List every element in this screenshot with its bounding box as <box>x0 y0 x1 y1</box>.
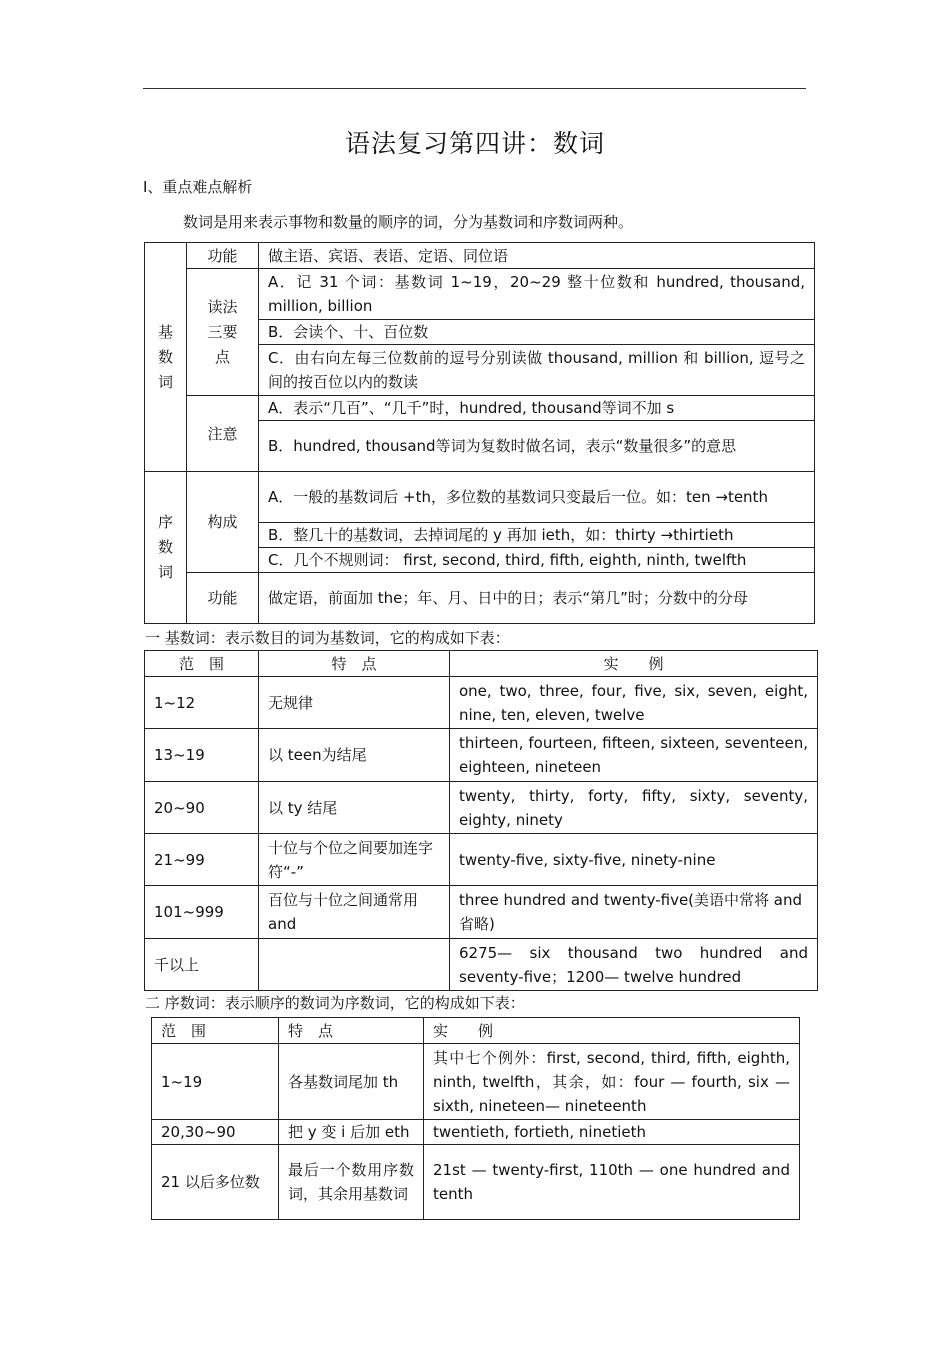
feature-cell: 把 y 变 i 后加 eth <box>279 1120 424 1145</box>
cardinal-header-range: 范 围 <box>145 651 259 677</box>
feature-cell: 百位与十位之间通常用 and <box>259 886 450 939</box>
feature-cell: 最后一个数用序数词，其余用基数词 <box>279 1145 424 1220</box>
overview-table <box>144 242 815 624</box>
ordinal-label: 序数词 <box>145 472 187 624</box>
example-cell: 其中七个例外：first, second, third, fifth, eighth, ninth, twelfth，其余，如：four — fourth, six — sixth, nineteen— nineteenth <box>424 1044 800 1120</box>
table-row <box>145 677 818 729</box>
example-cell: thirteen, fourteen, fifteen, sixteen, seventeen, eighteen, nineteen <box>450 729 818 782</box>
page-title: 语法复习第四讲：数词 <box>344 129 605 158</box>
cardinal-table <box>144 650 818 991</box>
form-label: 构成 <box>187 472 259 573</box>
table-row <box>152 1120 800 1145</box>
section-heading: I、重点难点解析 <box>143 178 253 196</box>
ord-function-label: 功能 <box>187 573 259 624</box>
example-cell: 6275— six thousand two hundred and seventy-five；1200— twelve hundred <box>450 939 818 991</box>
note-b: B．hundred, thousand等词为复数时做名词，表示“数量很多”的意思 <box>259 421 815 472</box>
ord-function-text: 做定语，前面加 the；年、月、日中的日；表示“第几”时；分数中的分母 <box>259 573 815 624</box>
form-b: B．整几十的基数词，去掉词尾的 y 再加 ieth，如：thirty →thirtieth <box>259 523 815 548</box>
table-row <box>152 1044 800 1120</box>
form-a: A．一般的基数词后 +th，多位数的基数词只变最后一位。如：ten →tenth <box>259 472 815 523</box>
reading-b: B．会读个、十、百位数 <box>259 320 815 345</box>
ordinal-header-example: 实 例 <box>424 1018 800 1044</box>
feature-cell: 以 teen为结尾 <box>259 729 450 782</box>
range-cell: 20~90 <box>145 782 259 834</box>
table-row <box>145 939 818 991</box>
function-label: 功能 <box>187 243 259 269</box>
ordinal-header-range: 范 围 <box>152 1018 279 1044</box>
feature-cell: 各基数词尾加 th <box>279 1044 424 1120</box>
range-cell: 1~19 <box>152 1044 279 1120</box>
feature-cell: 无规律 <box>259 677 450 729</box>
ordinal-caption: 二 序数词：表示顺序的数词为序数词，它的构成如下表： <box>145 994 525 1012</box>
feature-cell: 十位与个位之间要加连字符“-” <box>259 834 450 886</box>
note-label: 注意 <box>187 396 259 472</box>
range-cell: 21 以后多位数 <box>152 1145 279 1220</box>
table-row <box>145 782 818 834</box>
cardinal-caption: 一 基数词：表示数目的词为基数词，它的构成如下表： <box>145 629 510 647</box>
range-cell: 千以上 <box>145 939 259 991</box>
example-cell: one, two, three, four, five, six, seven, eight, nine, ten, eleven, twelve <box>450 677 818 729</box>
reading-label: 读法三要点 <box>187 269 259 396</box>
reading-a: A．记 31 个词：基数词 1~19，20~29 整十位数和 hundred, thousand, million, billion <box>259 269 815 320</box>
range-cell: 21~99 <box>145 834 259 886</box>
table-row <box>145 729 818 782</box>
feature-cell <box>259 939 450 991</box>
table-row <box>152 1145 800 1220</box>
header-rule <box>143 88 806 89</box>
function-text: 做主语、宾语、表语、定语、同位语 <box>259 243 815 269</box>
example-cell: three hundred and twenty-five(美语中常将 and省略) <box>450 886 818 939</box>
feature-cell: 以 ty 结尾 <box>259 782 450 834</box>
note-a: A．表示“几百”、“几千”时，hundred, thousand等词不加 s <box>259 396 815 421</box>
example-cell: twenty-five, sixty-five, ninety-nine <box>450 834 818 886</box>
ordinal-header-feature: 特 点 <box>279 1018 424 1044</box>
range-cell: 20,30~90 <box>152 1120 279 1145</box>
range-cell: 13~19 <box>145 729 259 782</box>
range-cell: 1~12 <box>145 677 259 729</box>
cardinal-label: 基数词 <box>145 243 187 472</box>
example-cell: twenty, thirty, forty, fifty, sixty, seventy, eighty, ninety <box>450 782 818 834</box>
ordinal-table <box>151 1017 800 1220</box>
form-c: C．几个不规则词： first, second, third, fifth, eighth, ninth, twelfth <box>259 548 815 573</box>
table-row <box>145 886 818 939</box>
reading-c: C．由右向左每三位数前的逗号分别读做 thousand, million 和 billion, 逗号之间的按百位以内的数读 <box>259 345 815 396</box>
cardinal-header-example: 实 例 <box>450 651 818 677</box>
intro-paragraph: 数词是用来表示事物和数量的顺序的词，分为基数词和序数词两种。 <box>183 213 634 231</box>
cardinal-header-feature: 特 点 <box>259 651 450 677</box>
table-row <box>145 834 818 886</box>
range-cell: 101~999 <box>145 886 259 939</box>
example-cell: twentieth, fortieth, ninetieth <box>424 1120 800 1145</box>
example-cell: 21st — twenty-first, 110th — one hundred and tenth <box>424 1145 800 1220</box>
